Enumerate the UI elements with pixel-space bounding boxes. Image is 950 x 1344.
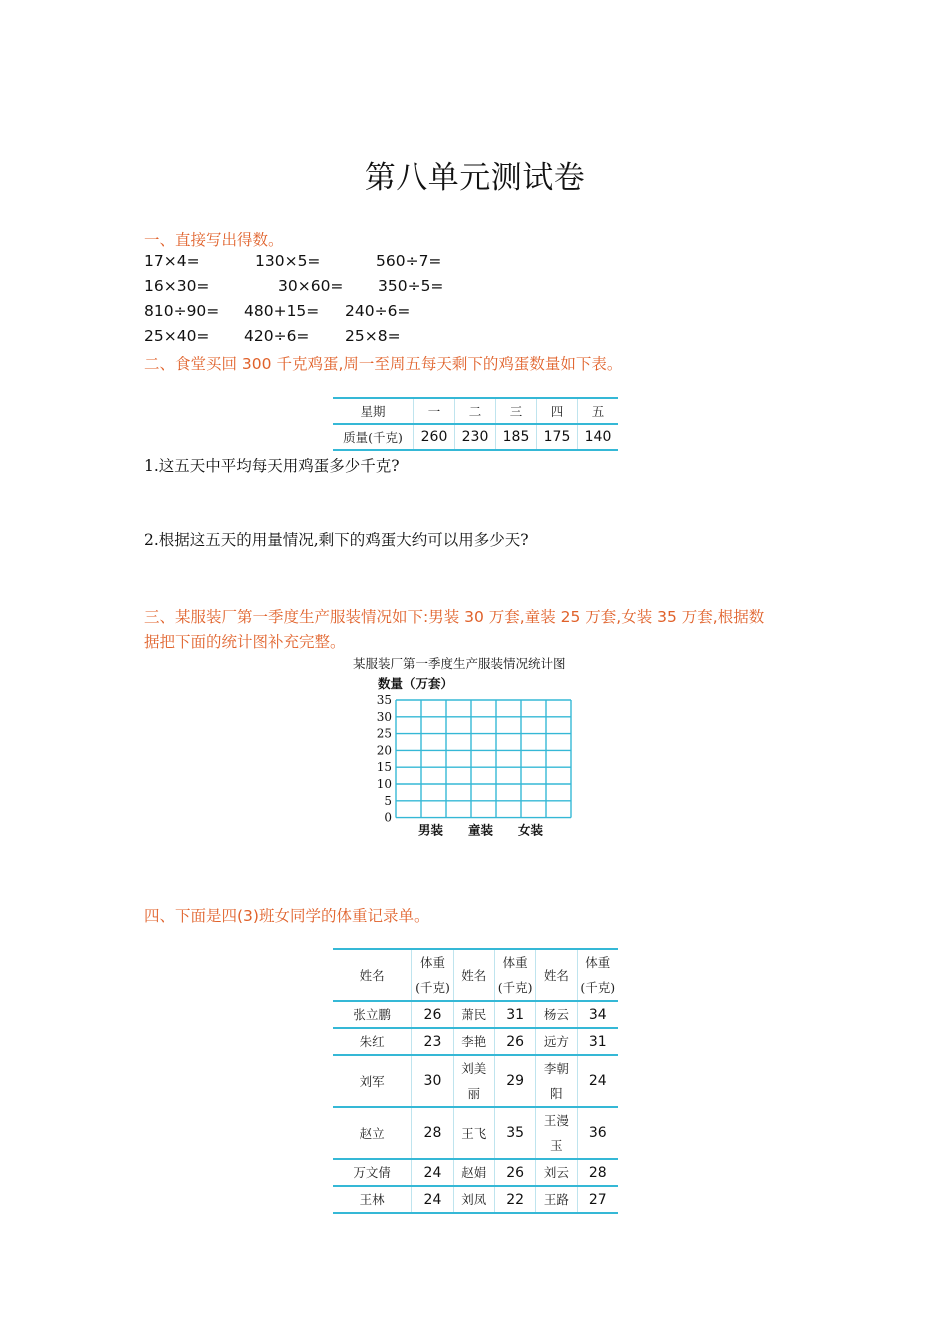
student-weight: 30 — [412, 1055, 453, 1107]
table-cell: 140 — [578, 424, 619, 450]
name-part: 萧民 — [461, 1007, 487, 1022]
arithmetic-item: 16×30= — [144, 277, 210, 295]
page-title: 第八单元测试卷 — [364, 160, 586, 196]
student-name — [453, 1159, 494, 1186]
name-part: 杨云 — [543, 1007, 569, 1022]
table-row — [333, 1001, 618, 1028]
chart-y-ticks — [377, 693, 392, 825]
student-weight: 35 — [494, 1107, 535, 1159]
student-name — [536, 1186, 577, 1213]
student-name — [333, 1055, 412, 1107]
arithmetic-item: 17×4= — [144, 252, 200, 270]
student-name — [453, 1186, 494, 1213]
table-header-cell: 姓名 — [536, 949, 577, 1001]
table-row — [333, 1028, 618, 1055]
student-name — [333, 1001, 412, 1028]
x-category-label: 男装 — [417, 822, 444, 837]
name-part: 张立鹏 — [353, 1007, 391, 1022]
student-name — [536, 1055, 577, 1107]
student-weight: 26 — [494, 1028, 535, 1055]
chart-title: 某服装厂第一季度生产服装情况统计图 — [353, 656, 566, 671]
table-header-cell — [412, 949, 453, 1001]
student-name — [453, 1028, 494, 1055]
arithmetic-item: 130×5= — [255, 252, 321, 270]
name-part: 阳 — [550, 1086, 563, 1101]
student-weight: 24 — [412, 1186, 453, 1213]
name-part: 万文倩 — [353, 1165, 391, 1180]
arithmetic-item: 25×8= — [345, 327, 401, 345]
arithmetic-item: 25×40= — [144, 327, 210, 345]
arithmetic-item: 560÷7= — [376, 252, 442, 270]
y-tick-label: 30 — [376, 709, 392, 724]
chart-y-axis-label: 数量（万套） — [378, 676, 454, 691]
name-part: 赵立 — [359, 1125, 385, 1141]
table-cell: 260 — [414, 424, 455, 450]
student-weight: 31 — [577, 1028, 618, 1055]
header-text: (千克) — [415, 980, 450, 995]
y-tick-label: 10 — [376, 777, 392, 791]
table-row — [333, 1159, 618, 1186]
x-category-label: 女装 — [517, 822, 544, 837]
name-part: 刘凤 — [461, 1192, 487, 1207]
name-part: 王飞 — [461, 1125, 487, 1141]
table-row — [333, 398, 618, 424]
name-part: 刘军 — [359, 1073, 385, 1089]
weight-table — [333, 948, 618, 1214]
bar-chart-grid[interactable] — [360, 692, 590, 837]
name-part: 远方 — [543, 1034, 569, 1049]
student-weight: 26 — [494, 1159, 535, 1186]
table-row — [333, 424, 618, 450]
arithmetic-row — [144, 302, 410, 320]
table-header-cell: 一 — [414, 398, 455, 424]
table-header-cell: 姓名 — [453, 949, 494, 1001]
table-header-cell: 五 — [578, 398, 619, 424]
student-weight: 23 — [412, 1028, 453, 1055]
name-part: 朱红 — [359, 1034, 385, 1049]
student-name — [536, 1001, 577, 1028]
student-weight: 29 — [494, 1055, 535, 1107]
student-weight: 22 — [494, 1186, 535, 1213]
name-part: 丽 — [467, 1086, 481, 1101]
student-name — [333, 1186, 412, 1213]
section4-heading: 四、下面是四(3)班女同学的体重记录单。 — [144, 907, 430, 925]
chart-x-categories — [418, 823, 544, 837]
y-tick-label: 5 — [384, 793, 392, 808]
student-name — [536, 1159, 577, 1186]
student-name — [453, 1107, 494, 1159]
question-1: 1.这五天中平均每天用鸡蛋多少千克? — [144, 457, 400, 475]
student-weight: 24 — [412, 1159, 453, 1186]
arithmetic-item: 420÷6= — [244, 327, 310, 345]
arithmetic-item: 240÷6= — [345, 302, 411, 320]
x-category-label: 童装 — [467, 822, 494, 837]
student-name — [536, 1107, 577, 1159]
student-weight: 27 — [577, 1186, 618, 1213]
header-text: (千克) — [580, 980, 616, 995]
student-name — [453, 1055, 494, 1107]
table-header-row — [333, 949, 618, 1001]
arithmetic-row — [144, 327, 401, 345]
name-part: 玉 — [550, 1138, 563, 1153]
student-weight: 28 — [577, 1159, 618, 1186]
name-part: 王路 — [543, 1192, 569, 1207]
student-weight: 24 — [577, 1055, 618, 1107]
student-weight: 36 — [577, 1107, 618, 1159]
name-part: 李朝 — [543, 1061, 569, 1076]
student-name — [333, 1028, 412, 1055]
name-part: 赵娟 — [461, 1165, 487, 1180]
student-weight: 26 — [412, 1001, 453, 1028]
table-header-cell: 姓名 — [333, 949, 412, 1001]
section1-heading: 一、直接写出得数。 — [144, 231, 284, 249]
section3-heading-line2: 据把下面的统计图补充完整。 — [144, 633, 346, 651]
y-tick-label: 35 — [376, 693, 392, 707]
student-name — [453, 1001, 494, 1028]
table-row — [333, 1107, 618, 1159]
name-part: 刘云 — [543, 1165, 569, 1180]
table-header-cell: 四 — [537, 398, 578, 424]
table-header-cell: 二 — [455, 398, 496, 424]
name-part: 王林 — [359, 1192, 385, 1207]
y-tick-label: 20 — [376, 743, 392, 758]
chart-gridlines — [396, 700, 571, 818]
name-part: 王漫 — [543, 1113, 569, 1128]
y-tick-label: 25 — [376, 726, 392, 741]
question-2: 2.根据这五天的用量情况,剩下的鸡蛋大约可以用多少天? — [144, 531, 529, 549]
student-weight: 28 — [412, 1107, 453, 1159]
section3-heading-line1: 三、某服装厂第一季度生产服装情况如下:男装 30 万套,童装 25 万套,女装 35 万套,根据数 — [144, 608, 765, 626]
arithmetic-row — [144, 277, 443, 295]
table-header-cell: 三 — [496, 398, 537, 424]
header-text: 体重 — [585, 955, 611, 970]
header-text: (千克) — [497, 980, 533, 995]
student-name — [536, 1028, 577, 1055]
table-row-label: 质量(千克) — [333, 424, 414, 450]
table-cell: 175 — [537, 424, 578, 450]
header-text: 体重 — [502, 955, 528, 970]
header-text: 体重 — [419, 955, 445, 970]
table-cell: 230 — [455, 424, 496, 450]
name-part: 李艳 — [461, 1034, 487, 1049]
arithmetic-item: 30×60= — [278, 277, 344, 295]
student-weight: 34 — [577, 1001, 618, 1028]
arithmetic-item: 810÷90= — [144, 302, 220, 320]
table-row — [333, 1055, 618, 1107]
name-part: 刘美 — [461, 1061, 487, 1076]
table-cell: 185 — [496, 424, 537, 450]
egg-table — [333, 397, 618, 451]
section2-heading: 二、食堂买回 300 千克鸡蛋,周一至周五每天剩下的鸡蛋数量如下表。 — [144, 355, 623, 373]
y-tick-label: 15 — [376, 760, 392, 775]
table-header-cell — [577, 949, 618, 1001]
arithmetic-item: 350÷5= — [378, 277, 444, 295]
arithmetic-item: 480+15= — [244, 302, 320, 320]
student-name — [333, 1107, 412, 1159]
student-weight: 31 — [494, 1001, 535, 1028]
table-row — [333, 1186, 618, 1213]
student-name — [333, 1159, 412, 1186]
table-header-cell: 星期 — [333, 398, 414, 424]
arithmetic-row — [144, 252, 441, 270]
table-header-cell — [494, 949, 535, 1001]
y-tick-label: 0 — [384, 810, 392, 825]
